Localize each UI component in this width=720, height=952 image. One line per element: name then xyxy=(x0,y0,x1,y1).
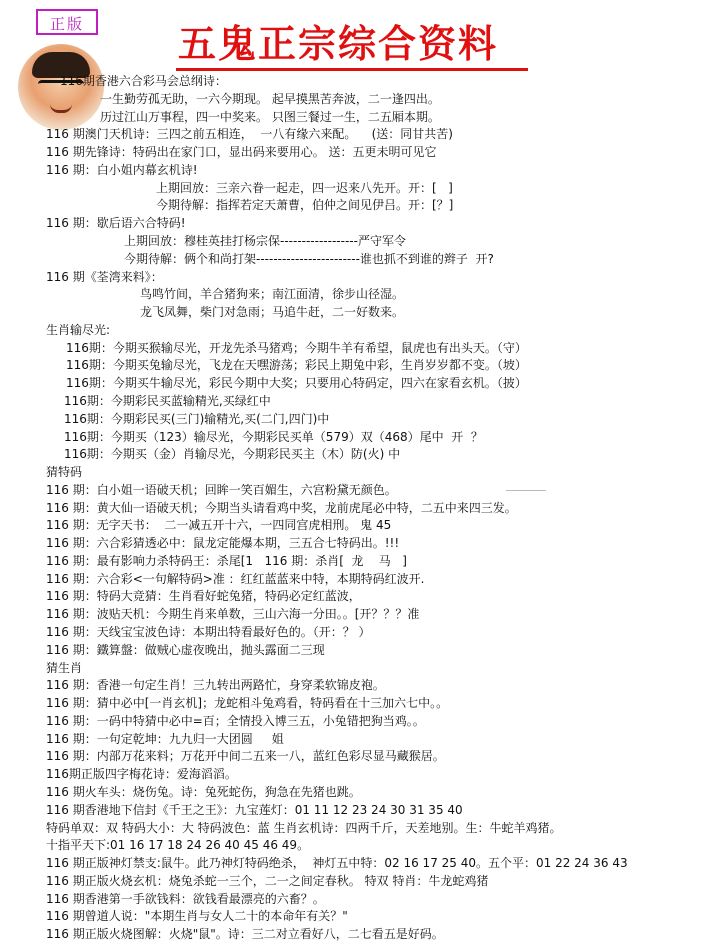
text-line: 116 期：六合彩<一句解特码>准 ：红红蓝蓝来中特，本期特码红波开. xyxy=(46,571,425,586)
text-line: 116 期：天线宝宝波色诗：本期出特看最好色的。（开：？ ） xyxy=(46,625,371,640)
divider xyxy=(506,490,546,491)
text-line: 116期正版四字梅花诗：爱海滔滔。 xyxy=(46,767,237,782)
text-line: 116期：今期买兔输尽光，飞龙在天嘿游荡；彩民上期兔中彩，生肖岁岁都不变。（坡） xyxy=(66,358,527,373)
text-line: 116 期：歇后语六合特码! xyxy=(46,216,186,231)
text-line: 116 期：最有影响力杀特码王：杀尾[1 116 期：杀肖[ 龙 马 ] xyxy=(46,553,407,568)
text-line: 116 期：一句定乾坤：九九归一大团圆 姐 xyxy=(46,731,284,746)
section-heading: 猜生肖 xyxy=(46,660,83,675)
text-line: 上期回放：三亲六眷一起走，四一迟来八先开。开：[ ] xyxy=(156,180,453,195)
text-line: 特码单双：双 特码大小：大 特码波色：蓝 生肖玄机诗：四两千斤，天差地别。生：牛蛇羊鸡猪。 xyxy=(46,820,562,835)
text-line: 十指平天下:01 16 17 18 24 26 40 45 46 49。 xyxy=(46,838,310,853)
text-line: 今期待解：指挥若定天萧曹，伯仲之间见伊吕。开：[？] xyxy=(156,198,454,213)
title-underline xyxy=(176,68,528,71)
text-line: 116 期香港第一手欲钱料：欲钱看最漂亮的六畜？。 xyxy=(46,891,325,906)
text-line: 116 期香港地下信封《千王之王》：九宝莲灯：01 11 12 23 24 30 31 35 40 xyxy=(46,802,463,817)
text-line: 116 期《荃湾来料》： xyxy=(46,269,163,284)
text-line: 116 期火车头：烧伤兔。诗：兔死蛇伤，狗急在先猪也跳。 xyxy=(46,785,361,800)
text-line: 116 期：波贴天机：今期生肖来单数，三山六海一分田。。[开？？？准 xyxy=(46,607,420,622)
text-line: 116 期：六合彩猜透必中：鼠龙定能爆本期，三五合七特码出。!!! xyxy=(46,536,400,551)
text-line: 鸟鸣竹间，羊合猪狗来；南江面清，徐步山径湿。 xyxy=(140,287,405,302)
text-line: 116 期先锋诗：特码出在家门口，显出码来要用心。 送：五更未明可见它 xyxy=(46,145,437,160)
text-line: 116 期正版火烧图解：火烧"鼠"。诗：三二对立看好八，二七看五是好码。 xyxy=(46,927,444,942)
section-heading: 猜特码 xyxy=(46,465,83,480)
text-line: 116 期：白小姐内幕玄机诗! xyxy=(46,162,198,177)
text-line: 116 期：猜中必中[一肖玄机]；龙蛇相斗兔鸡看，特码看在十三加六七中。。 xyxy=(46,696,449,711)
text-line: 116 期：白小姐一语破天机；回眸一笑百媚生，六宫粉黛无颜色。 xyxy=(46,482,397,497)
page-title: 五鬼正宗综合资料 xyxy=(178,21,499,66)
text-line: 116期：今期买（123）输尽光，今期彩民买单（579）双（468）尾中 开 ？ xyxy=(64,429,483,444)
text-line: 116 期：香港一句定生肖！三九转出两路忙，身穿柔软锦皮袍。 xyxy=(46,678,385,693)
text-line: 116期香港六合彩马会总纲诗： xyxy=(60,74,227,88)
text-line: 116 期：无字天书： 二一减五开十六，一四同宫虎相刑。 鬼 45 xyxy=(46,518,392,533)
text-line: 116 期：内部万花来料；万花开中间二五来一八，蓝红色彩尽显马藏猴居。 xyxy=(46,749,445,764)
text-line: 116 期：一码中特猜中必中=百；全情投入博三五，小兔错把狗当鸡。。 xyxy=(46,713,425,728)
text-line: 116期：今期买牛输尽光，彩民今期中大奖；只要用心特码定，四六在家看玄机。（披） xyxy=(66,376,527,391)
text-line: 116 期澳门天机诗：三四之前五相连， 一八有缘六来配。 (送：同甘共苦) xyxy=(46,127,453,142)
text-line: 生肖输尽光: xyxy=(46,322,111,337)
text-line: 116期：今期彩民买(三门)输精光,买(二门,四门)中 xyxy=(64,411,330,426)
text-line: 116 期：黄大仙一语破天机；今期当头请看鸡中奖，龙前虎尾必中特，二五中来四三发。 xyxy=(46,500,517,515)
text-line: 历过江山万事程，四一中奖来。 只图三餐过一生，二五厢本期。 xyxy=(100,109,440,124)
text-line: 116 期曾道人说："本期生肖与女人二十的本命年有关？" xyxy=(46,909,348,924)
text-line: 116期：今期买猴输尽光，开龙先杀马猪鸡；今期牛羊有希望，鼠虎也有出头天。（守） xyxy=(66,340,527,355)
avatar-mouth xyxy=(50,104,72,113)
text-line: 116 期：特码大竞猜：生肖看好蛇兔猪，特码必定红蓝波， xyxy=(46,589,361,604)
text-line: 今期待解：俩个和尚打架------------------------谁也抓不到谁的辫子 开? xyxy=(124,251,494,266)
edition-badge: 正版 xyxy=(36,9,98,35)
text-line: 上期回放：穆桂英挂打杨宗保------------------严守军令 xyxy=(124,233,406,248)
text-line: 116 期正版神灯禁支:鼠牛。此乃神灯特码绝杀， 神灯五中特：02 16 17 25 40。五个平：01 22 24 36 43 xyxy=(46,856,628,871)
text-line: 116期：今期买（金）肖输尽光，今期彩民买主（木）防(火) 中 xyxy=(64,447,401,462)
text-line: 龙飞凤舞，柴门对急雨；马追牛赶，二一好数来。 xyxy=(140,305,405,320)
text-line: 116 期：鐵算盤：做贼心虚夜晚出，抛头露面二三现 xyxy=(46,642,325,657)
text-line: 116 期正版火烧玄机：烧兔杀蛇一三个，二一之间定春秋。 特双 特肖：牛龙蛇鸡猪 xyxy=(46,873,489,888)
text-line: 116期：今期彩民买蓝输精光,买绿红中 xyxy=(64,393,271,408)
text-line: 一生勤劳孤无助，一六今期现。 起早摸黑苦奔波，二一逢四出。 xyxy=(100,91,440,106)
